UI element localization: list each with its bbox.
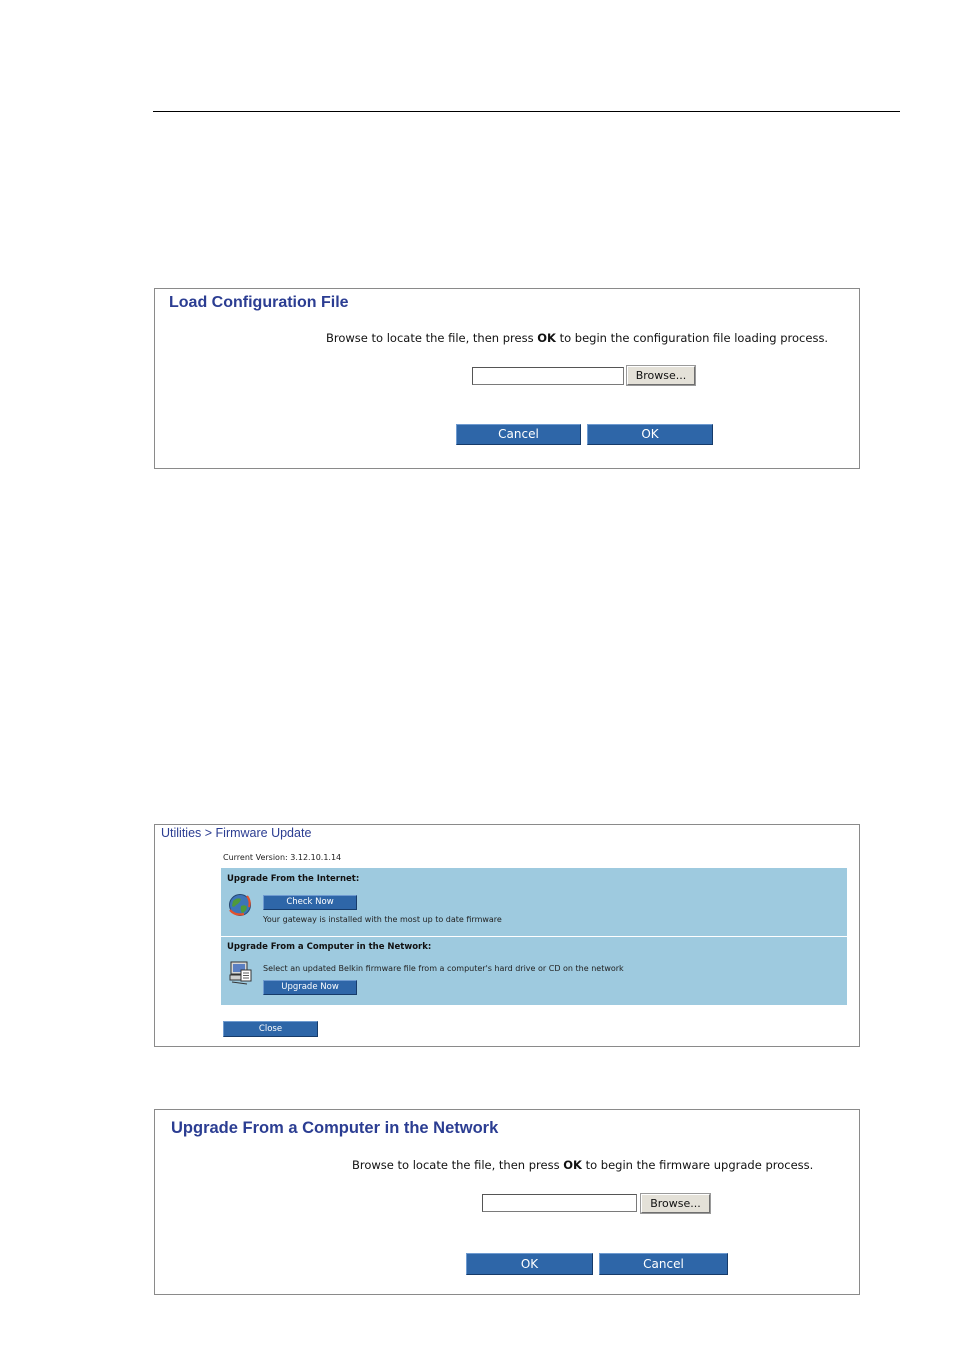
globe-icon xyxy=(228,893,252,917)
internet-upgrade-section xyxy=(221,868,847,936)
instruction-text-start: Browse to locate the file, then press xyxy=(326,331,538,345)
computer-upgrade-heading: Upgrade From a Computer in the Network: xyxy=(227,942,432,952)
instruction-text-end: to begin the configuration file loading process. xyxy=(555,331,829,345)
config-ok-button[interactable]: OK xyxy=(587,424,713,445)
computer-disk-icon xyxy=(229,960,253,986)
load-config-instruction xyxy=(326,331,828,345)
firmware-update-panel xyxy=(154,824,860,1047)
internet-upgrade-heading: Upgrade From the Internet: xyxy=(227,874,360,884)
computer-upgrade-text: Select an updated Belkin firmware file from a computer's hard drive or CD on the network xyxy=(263,964,624,973)
upgrade-network-panel xyxy=(154,1109,860,1295)
upgrade-now-button[interactable]: Upgrade Now xyxy=(263,980,357,995)
upgrade-network-instruction xyxy=(352,1158,813,1172)
upgrade-cancel-button[interactable]: Cancel xyxy=(599,1253,728,1275)
firmware-file-input[interactable] xyxy=(482,1194,637,1212)
breadcrumb: Utilities > Firmware Update xyxy=(161,826,312,840)
instruction-ok-emphasis: OK xyxy=(537,331,556,345)
instruction-ok-emphasis: OK xyxy=(563,1158,582,1172)
internet-status-text: Your gateway is installed with the most up to date firmware xyxy=(263,915,502,924)
instruction-text-start: Browse to locate the file, then press xyxy=(352,1158,564,1172)
current-version-text: Current Version: 3.12.10.1.14 xyxy=(223,853,342,862)
upgrade-ok-button[interactable]: OK xyxy=(466,1253,593,1275)
config-file-input[interactable] xyxy=(472,367,624,385)
load-config-title: Load Configuration File xyxy=(169,294,349,311)
page-header-rule xyxy=(153,111,900,112)
instruction-text-end: to begin the firmware upgrade process. xyxy=(581,1158,814,1172)
config-cancel-button[interactable]: Cancel xyxy=(456,424,581,445)
load-config-panel xyxy=(154,288,860,469)
close-button[interactable]: Close xyxy=(223,1021,318,1037)
config-browse-button[interactable]: Browse... xyxy=(627,366,695,385)
computer-upgrade-section xyxy=(221,937,847,1005)
check-now-button[interactable]: Check Now xyxy=(263,895,357,910)
firmware-browse-button[interactable]: Browse... xyxy=(641,1194,710,1213)
upgrade-network-title: Upgrade From a Computer in the Network xyxy=(171,1119,499,1137)
